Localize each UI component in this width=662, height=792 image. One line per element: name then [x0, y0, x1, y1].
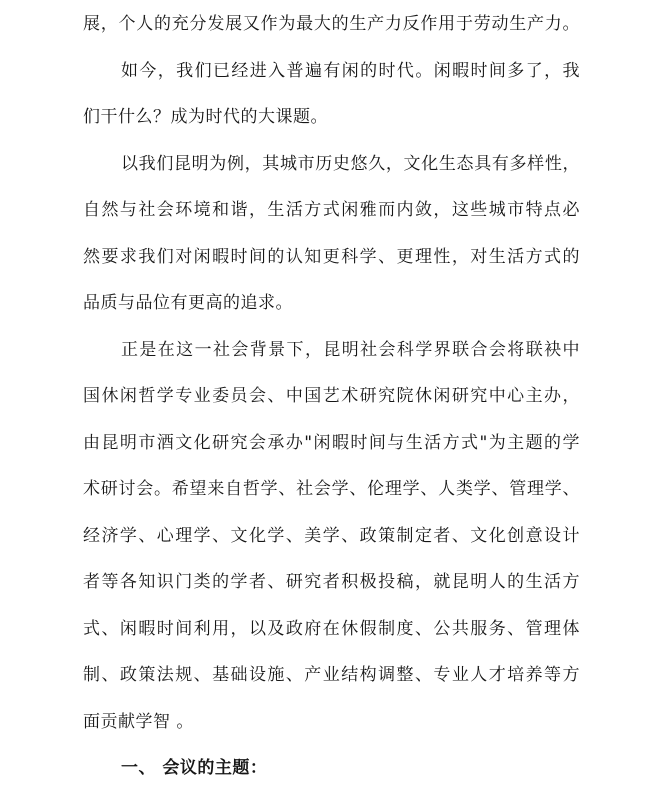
text-line: 经济学、心理学、文化学、美学、政策制定者、文化创意设计 — [83, 525, 580, 546]
text-line: 展，个人的充分发展又作为最大的生产力反作用于劳动生产力。 — [83, 14, 580, 34]
text-line: 制、政策法规、基础设施、产业结构调整、专业人才培养等方 — [83, 665, 580, 685]
text-line: 正是在这一社会背景下，昆明社会科学界联合会将联袂中 — [121, 339, 580, 360]
text-line: 如今，我们已经进入普遍有闲的时代。闲暇时间多了，我 — [121, 60, 580, 81]
text-line: 由昆明市酒文化研究会承办"闲暇时间与生活方式"为主题的学 — [83, 432, 580, 453]
text-line: 术研讨会。希望来自哲学、社会学、伦理学、人类学、管理学、 — [83, 479, 580, 499]
text-line: 面贡献学智 。 — [83, 711, 194, 732]
text-line: 国休闲哲学专业委员会、中国艺术研究院休闲研究中心主办， — [83, 386, 580, 406]
text-line: 自然与社会环境和谐，生活方式闲雅而内敛，这些城市特点必 — [83, 200, 580, 220]
text-line: 式、闲暇时间利用，以及政府在休假制度、公共服务、管理体 — [83, 618, 580, 639]
text-line: 者等各知识门类的学者、研究者积极投稿，就昆明人的生活方 — [83, 572, 580, 592]
text-line: 品质与品位有更高的追求。 — [83, 293, 293, 313]
text-line: 以我们昆明为例，其城市历史悠久，文化生态具有多样性， — [121, 153, 580, 174]
text-line: 然要求我们对闲暇时间的认知更科学、更理性，对生活方式的 — [83, 246, 580, 267]
text-line: 们干什么？成为时代的大课题。 — [83, 107, 328, 127]
section-heading: 一、 会议的主题： — [121, 758, 268, 778]
